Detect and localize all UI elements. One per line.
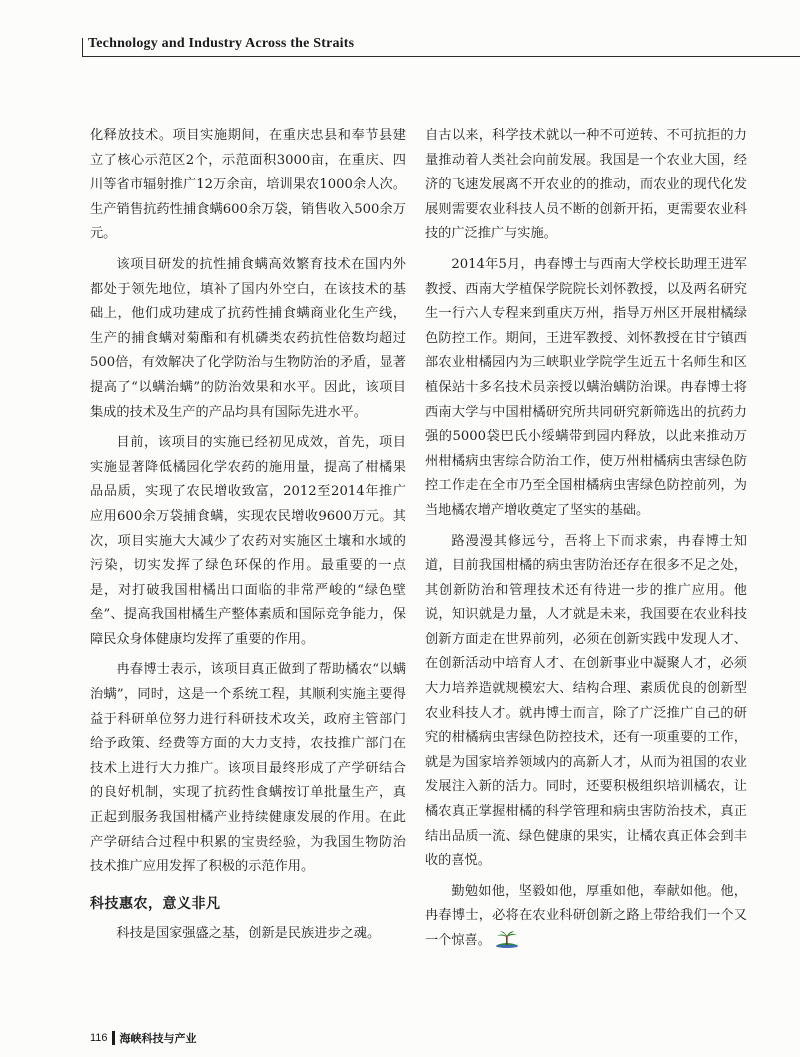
paragraph: 目前，该项目的实施已经初见成效，首先，项目实施显著降低橘园化学农药的施用量，提高了柑橘果品品质，实现了农民增收致富，2012至2014年推广应用600余万袋捕食螨，实现农民增收9600万元。其次，项目实施大大减少了农药对实施区土壤和水域的污染，切实发挥了绿色环保的作用。最重要的一点是，对打破我国柑橘出口面临的非常严峻的“绿色壁垒”、提高我国柑橘生产整体素质和国际竞争能力，保障民众身体健康均发挥了重要的作用。 bbox=[90, 435, 406, 647]
page-footer bbox=[90, 1030, 197, 1046]
header-tick-rule bbox=[82, 38, 83, 56]
section-heading: 科技惠农，意义非凡 bbox=[90, 895, 221, 912]
paragraph: 科技是国家强盛之基，创新是民族进步之魂。 bbox=[116, 926, 381, 942]
paragraph-final bbox=[425, 880, 747, 954]
paragraph: 自古以来，科学技术就以一种不可逆转、不可抗拒的力量推动着人类社会向前发展。我国是一个农业大国，经济的飞速发展离不开农业的的推动，而农业的现代化发展则需要农业科技人员不断的创新开拓，更需要农业科技的广泛推广与实施。 bbox=[425, 128, 747, 242]
page-number: 116 bbox=[90, 1032, 108, 1044]
paragraph: 冉春博士表示，该项目真正做到了帮助橘农“以螨治螨”，同时，这是一个系统工程，其顺利实施主要得益于科研单位努力进行科研技术攻关，政府主管部门给予政策、经费等方面的大力支持，农技推广部门在技术上进行大力推广。该项目最终形成了产学研结合的良好机制，实现了抗药性食螨按订单批量生产，真正起到服务我国柑橘产业持续健康发展的作用。在此产学研结合过程中积累的宝贵经验，为我国生物防治技术推广应用发挥了积极的示范作用。 bbox=[90, 662, 406, 875]
left-column bbox=[90, 124, 406, 953]
palm-tree-end-mark-icon bbox=[494, 930, 520, 948]
final-paragraph-text: 勤勉如他，坚毅如他，厚重如他，奉献如他。他，冉春博士，必将在农业科研创新之路上带给我们一个又一个惊喜。 bbox=[425, 883, 747, 948]
paragraph: 2014年5月，冉春博士与西南大学校长助理王进军教授、西南大学植保学院院长刘怀教授，以及两名研究生一行六人专程来到重庆万州，指导万州区开展柑橘绿色防控工作。期间，王进军教授、刘怀教授在甘宁镇西部农业柑橘园内为三峡职业学院学生近五十名师生和区植保站十多名技术员亲授以螨治螨防治课。冉春博士将西南大学与中国柑橘研究所共同研究新筛选出的抗药力强的5000袋巴氏小绥螨带到园内释放，以此来推动万州柑橘病虫害综合防治工作，使万州柑橘病虫害绿色防控工作走在全市乃至全国柑橘病虫害绿色防控前列，为当地橘农增产增收奠定了坚实的基础。 bbox=[425, 256, 747, 518]
paragraph: 路漫漫其修远兮，吾将上下而求索，冉春博士知道，目前我国柑橘的病虫害防治还存在很多不足之处，其创新防治和管理技术还有待进一步的推广应用。他说，知识就是力量，人才就是未来，我国要在农业科技创新方面走在世界前列，必须在创新实践中发现人才、在创新活动中培育人才、在创新事业中凝聚人才，必须大力培养造就规模宏大、结构合理、素质优良的创新型农业科技人才。就冉博士而言，除了广泛推广自己的研究的柑橘病虫害绿色防控技术，还有一项重要的工作，就是为国家培养领域内的高新人才，从而为祖国的农业发展注入新的活力。同时，还要积极组织培训橘农，让橘农真正掌握柑橘的科学管理和病虫害防治技术，真正结出品质一流、绿色健康的果实，让橘农真正体会到丰收的喜悦。 bbox=[425, 533, 747, 869]
right-column bbox=[425, 124, 747, 960]
paragraph: 化释放技术。项目实施期间，在重庆忠县和奉节县建立了核心示范区2个，示范面积3000亩，在重庆、四川等省市辐射推广12万余亩，培训果农1000余人次。生产销售抗药性捕食螨600余万袋，销售收入500余万元。 bbox=[90, 128, 406, 242]
running-header-title: Technology and Industry Across the Straits bbox=[88, 36, 355, 51]
paragraph: 该项目研发的抗性捕食螨高效繁育技术在国内外都处于领先地位，填补了国内外空白，在该技术的基础上，他们成功建成了抗药性捕食螨商业化生产线，生产的捕食螨对菊酯和有机磷类农药抗性倍数均超过500倍，有效解决了化学防治与生物防治的矛盾，显著提高了“以螨治螨”的防治效果和水平。因此，该项目集成的技术及生产的产品均具有国际先进水平。 bbox=[90, 256, 406, 420]
publication-name: 海峡科技与产业 bbox=[119, 1032, 197, 1045]
header-rule bbox=[82, 56, 800, 57]
footer-divider bbox=[112, 1031, 115, 1045]
